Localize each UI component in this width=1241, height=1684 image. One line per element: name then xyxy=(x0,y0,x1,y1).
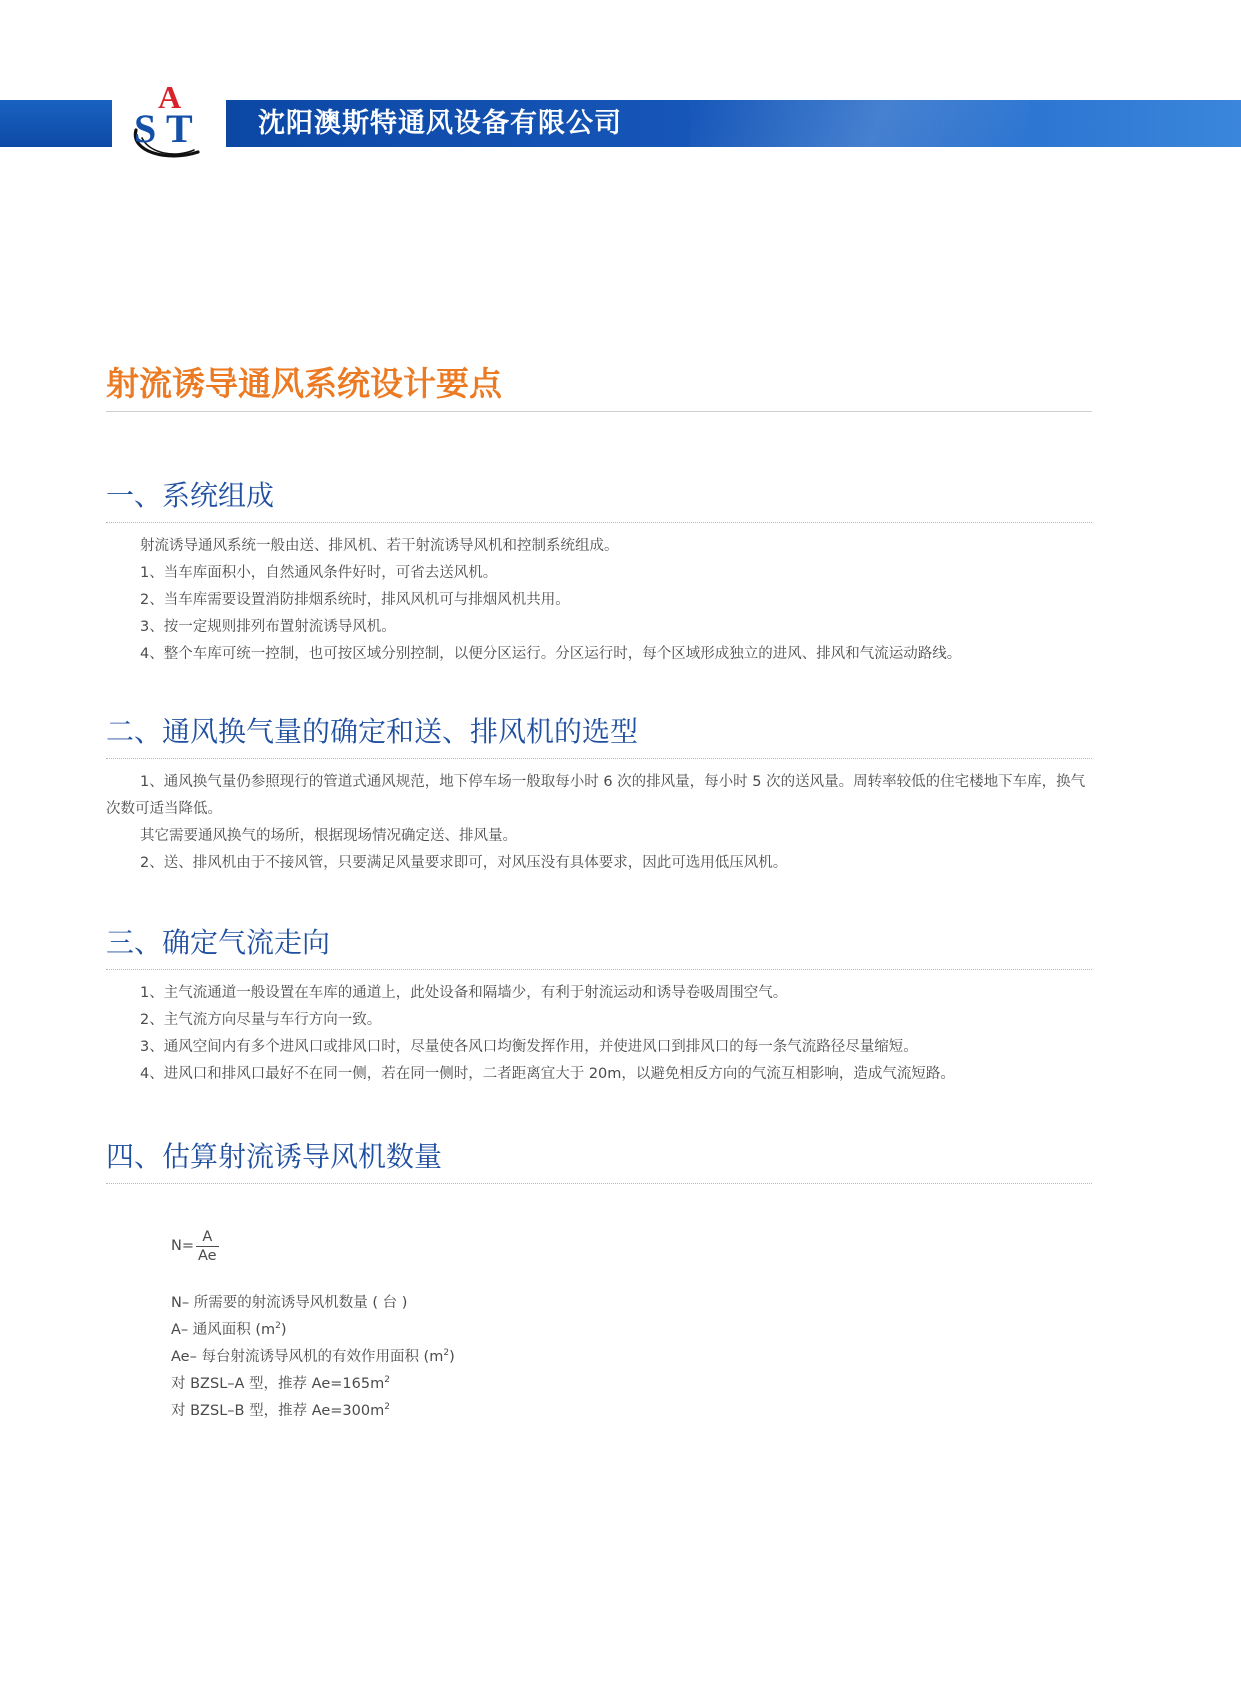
formula-lhs: N= xyxy=(171,1238,194,1254)
formula-fraction xyxy=(196,1228,219,1265)
legend-text: Ae– 每台射流诱导风机的有效作用面积 (m xyxy=(171,1349,444,1365)
section-heading: 三、确定气流走向 xyxy=(106,926,331,959)
legend-text: 对 BZSL–A 型，推荐 Ae=165m xyxy=(171,1376,385,1392)
page-title-rule xyxy=(106,411,1092,412)
section-body xyxy=(106,769,1092,877)
paragraph: 其它需要通风换气的场所，根据现场情况确定送、排风量。 xyxy=(140,828,517,844)
paragraph: 2、主气流方向尽量与车行方向一致。 xyxy=(140,1012,382,1028)
legend-superscript: 2 xyxy=(384,1375,390,1385)
legend-tail: ) xyxy=(449,1349,455,1365)
legend-text: A– 通风面积 (m xyxy=(171,1322,276,1338)
section-heading: 四、估算射流诱导风机数量 xyxy=(106,1140,443,1173)
section-rule xyxy=(106,969,1092,970)
legend-line xyxy=(171,1398,455,1425)
header-band-left xyxy=(0,100,112,147)
paragraph: 4、进风口和排风口最好不在同一侧，若在同一侧时，二者距离宜大于 20m，以避免相反方向的气流互相影响，造成气流短路。 xyxy=(140,1066,955,1082)
section-rule xyxy=(106,1183,1092,1184)
logo-letter-s: S xyxy=(134,106,157,151)
company-logo-graphic xyxy=(128,78,212,168)
paragraph: 3、按一定规则排列布置射流诱导风机。 xyxy=(140,619,396,635)
company-logo xyxy=(128,78,212,168)
legend-superscript: 2 xyxy=(275,1321,281,1331)
section-airflow-direction xyxy=(106,923,1092,1088)
logo-letter-a: A xyxy=(158,79,182,115)
logo-letter-t: T xyxy=(166,106,193,151)
section-system-composition xyxy=(106,476,1092,668)
section-fan-quantity-estimate xyxy=(106,1137,1092,1184)
section-air-change-and-fan-selection xyxy=(106,712,1092,877)
paragraph: 4、整个车库可统一控制，也可按区域分别控制，以便分区运行。分区运行时，每个区域形成独立的进风、排风和气流运动路线。 xyxy=(140,646,962,662)
header-band-gloss xyxy=(690,100,1030,147)
legend-line xyxy=(171,1290,455,1317)
section-rule xyxy=(106,758,1092,759)
section-body xyxy=(106,533,1092,668)
section-heading: 二、通风换气量的确定和送、排风机的选型 xyxy=(106,715,639,748)
fan-count-formula xyxy=(171,1226,219,1266)
company-name: 沈阳澳斯特通风设备有限公司 xyxy=(258,108,622,139)
legend-line xyxy=(171,1344,455,1371)
paragraph: 2、当车库需要设置消防排烟系统时，排风风机可与排烟风机共用。 xyxy=(140,592,570,608)
page-title: 射流诱导通风系统设计要点 xyxy=(106,364,502,403)
section-body xyxy=(106,980,1092,1088)
paragraph: 3、通风空间内有多个进风口或排风口时，尽量使各风口均衡发挥作用，并使进风口到排风口的每一条气流路径尽量缩短。 xyxy=(140,1039,918,1055)
paragraph: 2、送、排风机由于不接风管，只要满足风量要求即可，对风压没有具体要求，因此可选用低压风机。 xyxy=(140,855,788,871)
legend-tail: ) xyxy=(280,1322,287,1338)
legend-text: N– 所需要的射流诱导风机数量 ( 台 ) xyxy=(171,1295,408,1311)
formula-legend xyxy=(171,1290,455,1425)
section-rule xyxy=(106,522,1092,523)
paragraph: 1、当车库面积小，自然通风条件好时，可省去送风机。 xyxy=(140,565,498,581)
formula-numerator: A xyxy=(202,1228,213,1245)
legend-superscript: 2 xyxy=(384,1402,390,1412)
formula-denominator: Ae xyxy=(198,1247,217,1264)
paragraph: 1、主气流通道一般设置在车库的通道上，此处设备和隔墙少，有利于射流运动和诱导卷吸周围空气。 xyxy=(140,985,788,1001)
section-heading: 一、系统组成 xyxy=(106,479,275,512)
paragraph: 1、通风换气量仍参照现行的管道式通风规范，地下停车场一般取每小时 6 次的排风量，每小时 5 次的送风量。周转率较低的住宅楼地下车库，换气次数可适当降低。 xyxy=(106,774,1086,817)
paragraph: 射流诱导通风系统一般由送、排风机、若干射流诱导风机和控制系统组成。 xyxy=(140,538,619,554)
legend-superscript: 2 xyxy=(443,1348,450,1358)
legend-text: 对 BZSL–B 型，推荐 Ae=300m xyxy=(171,1403,385,1419)
legend-line xyxy=(171,1317,455,1344)
legend-line xyxy=(171,1371,455,1398)
